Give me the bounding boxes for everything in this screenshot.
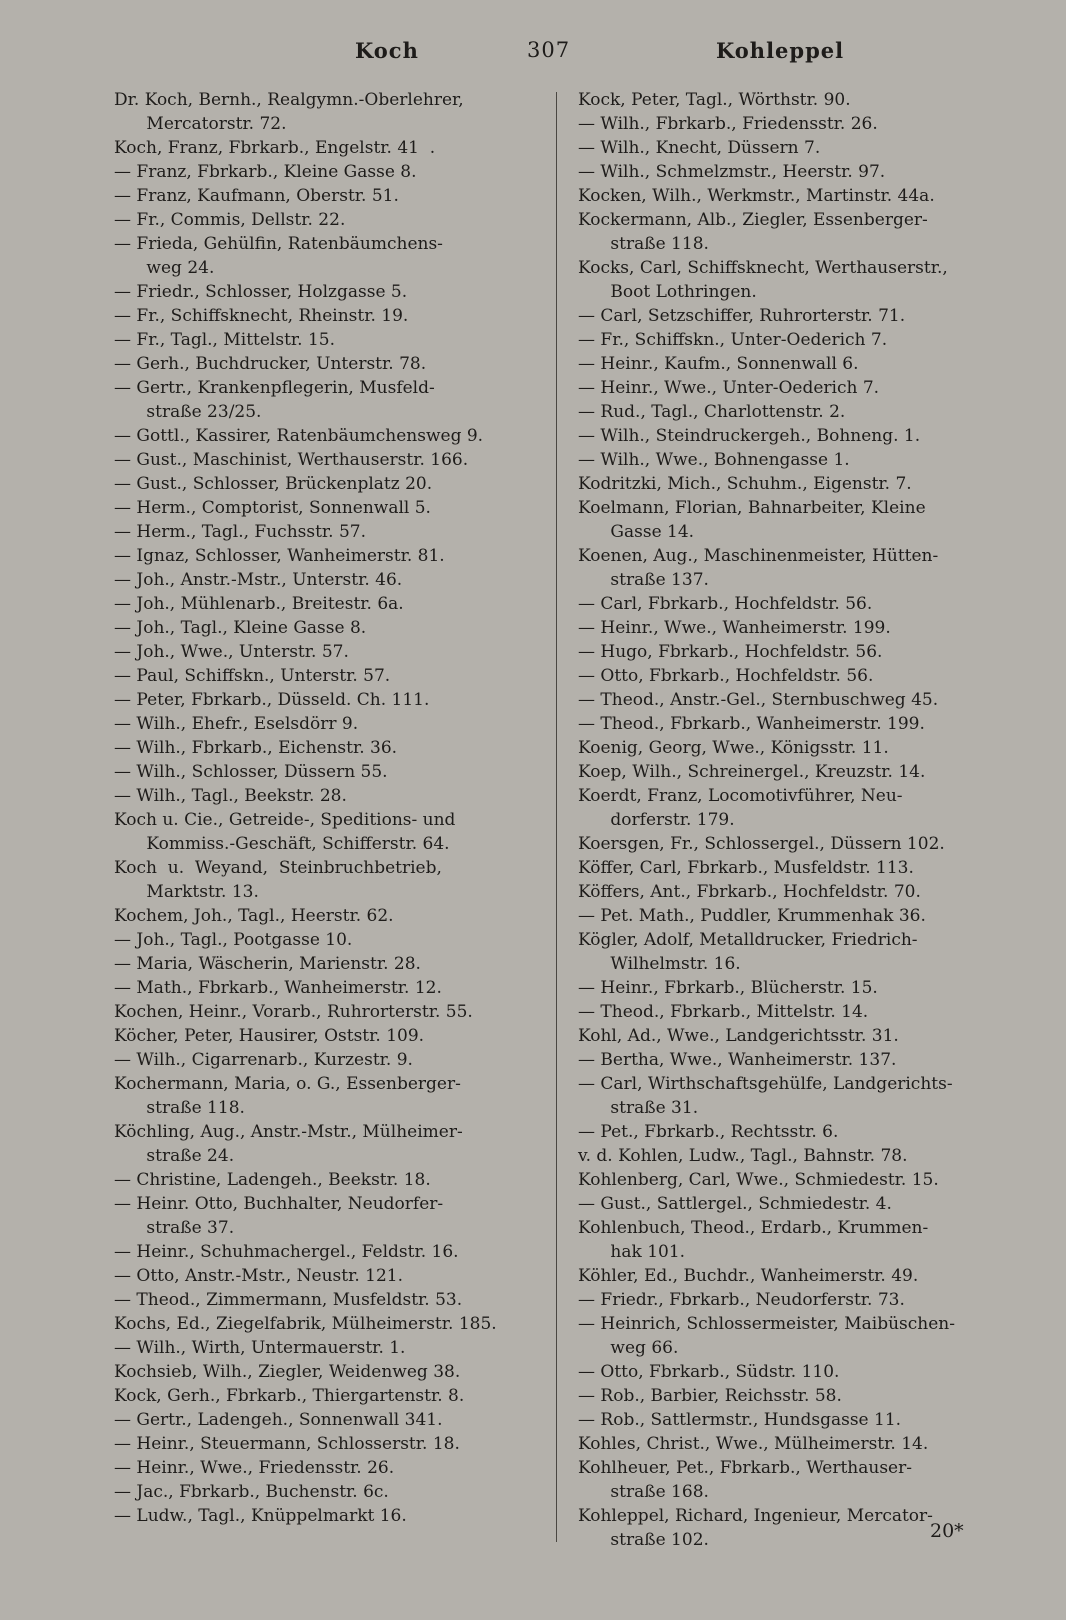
directory-entry-line: Kockermann, Alb., Ziegler, Essenberger- xyxy=(578,210,928,230)
directory-entry-line: — Fr., Schiffskn., Unter-Oederich 7. xyxy=(578,330,888,350)
directory-entry-line: — Peter, Fbrkarb., Düsseld. Ch. 111. xyxy=(114,690,430,710)
directory-entry-line: — Wilh., Tagl., Beekstr. 28. xyxy=(114,786,347,806)
directory-entry-line: — Herm., Comptorist, Sonnenwall 5. xyxy=(114,498,431,518)
directory-entry-line: weg 66. xyxy=(578,1338,679,1358)
directory-entry-line: — Carl, Fbrkarb., Hochfeldstr. 56. xyxy=(578,594,873,614)
directory-entry-line: Koch, Franz, Fbrkarb., Engelstr. 41 . xyxy=(114,138,436,158)
directory-entry-line: — Rud., Tagl., Charlottenstr. 2. xyxy=(578,402,846,422)
directory-entry-line: — Otto, Fbrkarb., Südstr. 110. xyxy=(578,1362,840,1382)
directory-entry-line: Kocken, Wilh., Werkmstr., Martinstr. 44a. xyxy=(578,186,935,206)
directory-entry-line: Gasse 14. xyxy=(578,522,695,542)
directory-entry-line: — Wilh., Wwe., Bohnengasse 1. xyxy=(578,450,850,470)
directory-entry-line: Kohlenbuch, Theod., Erdarb., Krummen- xyxy=(578,1218,929,1238)
directory-entry-line: — Heinr., Wwe., Wanheimerstr. 199. xyxy=(578,618,891,638)
directory-entry-line: Kohles, Christ., Wwe., Mülheimerstr. 14. xyxy=(578,1434,929,1454)
left-column xyxy=(114,88,559,1528)
page-number: 307 xyxy=(527,38,571,62)
directory-entry-line: — Carl, Setzschiffer, Ruhrorterstr. 71. xyxy=(578,306,906,326)
directory-entry-line: Köcher, Peter, Hausirer, Oststr. 109. xyxy=(114,1026,425,1046)
directory-entry-line: straße 23/25. xyxy=(114,402,262,422)
directory-entry-line: — Joh., Mühlenarb., Breitestr. 6a. xyxy=(114,594,404,614)
directory-entry-line: — Frieda, Gehülfin, Ratenbäumchens- xyxy=(114,234,443,254)
directory-entry-line: — Paul, Schiffskn., Unterstr. 57. xyxy=(114,666,391,686)
header-left-keyword: Koch xyxy=(355,38,419,63)
right-column xyxy=(578,88,1023,1552)
directory-entry-line: v. d. Kohlen, Ludw., Tagl., Bahnstr. 78. xyxy=(578,1146,908,1166)
directory-entry-line: Koep, Wilh., Schreinergel., Kreuzstr. 14. xyxy=(578,762,926,782)
directory-entry-line: straße 37. xyxy=(114,1218,235,1238)
directory-entry-line: — Wilh., Schmelzmstr., Heerstr. 97. xyxy=(578,162,886,182)
directory-entry-line: — Heinr., Fbrkarb., Blücherstr. 15. xyxy=(578,978,878,998)
directory-entry-line: Koenen, Aug., Maschinenmeister, Hütten- xyxy=(578,546,939,566)
directory-entry-line: — Heinr., Steuermann, Schlosserstr. 18. xyxy=(114,1434,460,1454)
directory-entry-line: Kochsieb, Wilh., Ziegler, Weidenweg 38. xyxy=(114,1362,461,1382)
directory-entry-line: Kögler, Adolf, Metalldrucker, Friedrich- xyxy=(578,930,918,950)
directory-entry-line: Kock, Peter, Tagl., Wörthstr. 90. xyxy=(578,90,851,110)
directory-entry-line: Kohleppel, Richard, Ingenieur, Mercator- xyxy=(578,1506,933,1526)
directory-entry-line: Köffer, Carl, Fbrkarb., Musfeldstr. 113. xyxy=(578,858,914,878)
directory-entry-line: hak 101. xyxy=(578,1242,686,1262)
signature-mark: 20* xyxy=(930,1520,964,1542)
directory-entry-line: — Rob., Sattlermstr., Hundsgasse 11. xyxy=(578,1410,902,1430)
directory-entry-line: Kohl, Ad., Wwe., Landgerichtsstr. 31. xyxy=(578,1026,899,1046)
directory-entry-line: Marktstr. 13. xyxy=(114,882,259,902)
directory-entry-line: Kochermann, Maria, o. G., Essenberger- xyxy=(114,1074,461,1094)
directory-entry-line: — Hugo, Fbrkarb., Hochfeldstr. 56. xyxy=(578,642,883,662)
directory-entry-line: — Joh., Anstr.-Mstr., Unterstr. 46. xyxy=(114,570,403,590)
directory-entry-line: — Gottl., Kassirer, Ratenbäumchensweg 9. xyxy=(114,426,484,446)
directory-entry-line: dorferstr. 179. xyxy=(578,810,735,830)
directory-entry-line: Koerdt, Franz, Locomotivführer, Neu- xyxy=(578,786,903,806)
directory-entry-line: — Fr., Tagl., Mittelstr. 15. xyxy=(114,330,336,350)
directory-entry-line: — Friedr., Schlosser, Holzgasse 5. xyxy=(114,282,408,302)
directory-entry-line: — Fr., Commis, Dellstr. 22. xyxy=(114,210,346,230)
directory-entry-line: Kock, Gerh., Fbrkarb., Thiergartenstr. 8. xyxy=(114,1386,465,1406)
directory-entry-line: — Otto, Anstr.-Mstr., Neustr. 121. xyxy=(114,1266,404,1286)
directory-entry-line: — Franz, Kaufmann, Oberstr. 51. xyxy=(114,186,399,206)
directory-entry-line: — Math., Fbrkarb., Wanheimerstr. 12. xyxy=(114,978,442,998)
directory-entry-line: — Maria, Wäscherin, Marienstr. 28. xyxy=(114,954,421,974)
directory-entry-line: — Pet., Fbrkarb., Rechtsstr. 6. xyxy=(578,1122,839,1142)
directory-entry-line: — Wilh., Knecht, Düssern 7. xyxy=(578,138,821,158)
directory-entry-line: — Gust., Maschinist, Werthauserstr. 166. xyxy=(114,450,469,470)
directory-entry-line: — Wilh., Ehefr., Eselsdörr 9. xyxy=(114,714,359,734)
directory-entry-line: straße 118. xyxy=(114,1098,245,1118)
directory-entry-line: — Wilh., Fbrkarb., Eichenstr. 36. xyxy=(114,738,398,758)
directory-entry-line: — Gerh., Buchdrucker, Unterstr. 78. xyxy=(114,354,427,374)
header-right-keyword: Kohleppel xyxy=(716,38,845,63)
directory-entry-line: — Otto, Fbrkarb., Hochfeldstr. 56. xyxy=(578,666,874,686)
directory-entry-line: Kommiss.-Geschäft, Schifferstr. 64. xyxy=(114,834,450,854)
directory-entry-line: Koersgen, Fr., Schlossergel., Düssern 102. xyxy=(578,834,945,854)
directory-entry-line: Mercatorstr. 72. xyxy=(114,114,287,134)
directory-entry-line: Kodritzki, Mich., Schuhm., Eigenstr. 7. xyxy=(578,474,912,494)
directory-entry-line: Boot Lothringen. xyxy=(578,282,757,302)
directory-entry-line: Koch u. Weyand, Steinbruchbetrieb, xyxy=(114,858,442,878)
directory-entry-line: Koelmann, Florian, Bahnarbeiter, Kleine xyxy=(578,498,926,518)
directory-entry-line: straße 102. xyxy=(578,1530,709,1550)
directory-entry-line: straße 168. xyxy=(578,1482,709,1502)
directory-entry-line: — Wilh., Steindruckergeh., Bohneng. 1. xyxy=(578,426,921,446)
directory-entry-line: — Ignaz, Schlosser, Wanheimerstr. 81. xyxy=(114,546,445,566)
directory-entry-line: — Wilh., Schlosser, Düssern 55. xyxy=(114,762,388,782)
directory-entry-line: — Gertr., Krankenpflegerin, Musfeld- xyxy=(114,378,435,398)
directory-entry-line: Kochs, Ed., Ziegelfabrik, Mülheimerstr. 185. xyxy=(114,1314,497,1334)
directory-entry-line: Köchling, Aug., Anstr.-Mstr., Mülheimer- xyxy=(114,1122,463,1142)
directory-entry-line: — Theod., Fbrkarb., Wanheimerstr. 199. xyxy=(578,714,925,734)
directory-entry-line: straße 137. xyxy=(578,570,709,590)
directory-entry-line: Kohlheuer, Pet., Fbrkarb., Werthauser- xyxy=(578,1458,912,1478)
directory-entry-line: — Christine, Ladengeh., Beekstr. 18. xyxy=(114,1170,431,1190)
directory-entry-line: — Herm., Tagl., Fuchsstr. 57. xyxy=(114,522,367,542)
directory-entry-line: — Fr., Schiffsknecht, Rheinstr. 19. xyxy=(114,306,409,326)
directory-entry-line: Köffers, Ant., Fbrkarb., Hochfeldstr. 70. xyxy=(578,882,921,902)
directory-entry-line: — Joh., Tagl., Pootgasse 10. xyxy=(114,930,353,950)
directory-entry-line: — Bertha, Wwe., Wanheimerstr. 137. xyxy=(578,1050,897,1070)
directory-entry-line: — Wilh., Wirth, Untermauerstr. 1. xyxy=(114,1338,406,1358)
directory-entry-line: weg 24. xyxy=(114,258,215,278)
directory-entry-line: — Gust., Schlosser, Brückenplatz 20. xyxy=(114,474,433,494)
directory-entry-line: — Pet. Math., Puddler, Krummenhak 36. xyxy=(578,906,926,926)
directory-entry-line: — Heinr., Wwe., Friedensstr. 26. xyxy=(114,1458,395,1478)
directory-entry-line: Kochem, Joh., Tagl., Heerstr. 62. xyxy=(114,906,394,926)
directory-entry-line: Kohlenberg, Carl, Wwe., Schmiedestr. 15. xyxy=(578,1170,939,1190)
directory-entry-line: — Joh., Wwe., Unterstr. 57. xyxy=(114,642,349,662)
directory-entry-line: — Wilh., Fbrkarb., Friedensstr. 26. xyxy=(578,114,878,134)
directory-entry-line: — Heinrich, Schlossermeister, Maibüschen- xyxy=(578,1314,955,1334)
directory-entry-line: straße 24. xyxy=(114,1146,235,1166)
directory-entry-line: — Friedr., Fbrkarb., Neudorferstr. 73. xyxy=(578,1290,905,1310)
directory-entry-line: — Wilh., Cigarrenarb., Kurzestr. 9. xyxy=(114,1050,413,1070)
directory-entry-line: Dr. Koch, Bernh., Realgymn.-Oberlehrer, xyxy=(114,90,464,110)
directory-entry-line: — Gust., Sattlergel., Schmiedestr. 4. xyxy=(578,1194,892,1214)
directory-entry-line: — Jac., Fbrkarb., Buchenstr. 6c. xyxy=(114,1482,389,1502)
directory-entry-line: Koch u. Cie., Getreide-, Speditions- und xyxy=(114,810,456,830)
directory-entry-line: straße 31. xyxy=(578,1098,699,1118)
directory-entry-line: — Theod., Zimmermann, Musfeldstr. 53. xyxy=(114,1290,463,1310)
directory-entry-line: — Joh., Tagl., Kleine Gasse 8. xyxy=(114,618,367,638)
directory-entry-line: — Carl, Wirthschaftsgehülfe, Landgerichts- xyxy=(578,1074,953,1094)
directory-entry-line: Kocks, Carl, Schiffsknecht, Werthauserstr., xyxy=(578,258,948,278)
directory-entry-line: straße 118. xyxy=(578,234,709,254)
directory-entry-line: — Gertr., Ladengeh., Sonnenwall 341. xyxy=(114,1410,443,1430)
directory-entry-line: — Heinr. Otto, Buchhalter, Neudorfer- xyxy=(114,1194,444,1214)
directory-entry-line: Wilhelmstr. 16. xyxy=(578,954,741,974)
directory-entry-line: — Franz, Fbrkarb., Kleine Gasse 8. xyxy=(114,162,417,182)
directory-entry-line: — Rob., Barbier, Reichsstr. 58. xyxy=(578,1386,842,1406)
directory-entry-line: — Ludw., Tagl., Knüppelmarkt 16. xyxy=(114,1506,407,1526)
directory-entry-line: — Heinr., Schuhmachergel., Feldstr. 16. xyxy=(114,1242,459,1262)
directory-entry-line: Köhler, Ed., Buchdr., Wanheimerstr. 49. xyxy=(578,1266,919,1286)
directory-entry-line: Koenig, Georg, Wwe., Königsstr. 11. xyxy=(578,738,889,758)
directory-entry-line: — Heinr., Kaufm., Sonnenwall 6. xyxy=(578,354,859,374)
directory-entry-line: — Heinr., Wwe., Unter-Oederich 7. xyxy=(578,378,880,398)
directory-entry-line: — Theod., Fbrkarb., Mittelstr. 14. xyxy=(578,1002,869,1022)
directory-entry-line: — Theod., Anstr.-Gel., Sternbuschweg 45. xyxy=(578,690,939,710)
directory-entry-line: Kochen, Heinr., Vorarb., Ruhrorterstr. 55. xyxy=(114,1002,473,1022)
